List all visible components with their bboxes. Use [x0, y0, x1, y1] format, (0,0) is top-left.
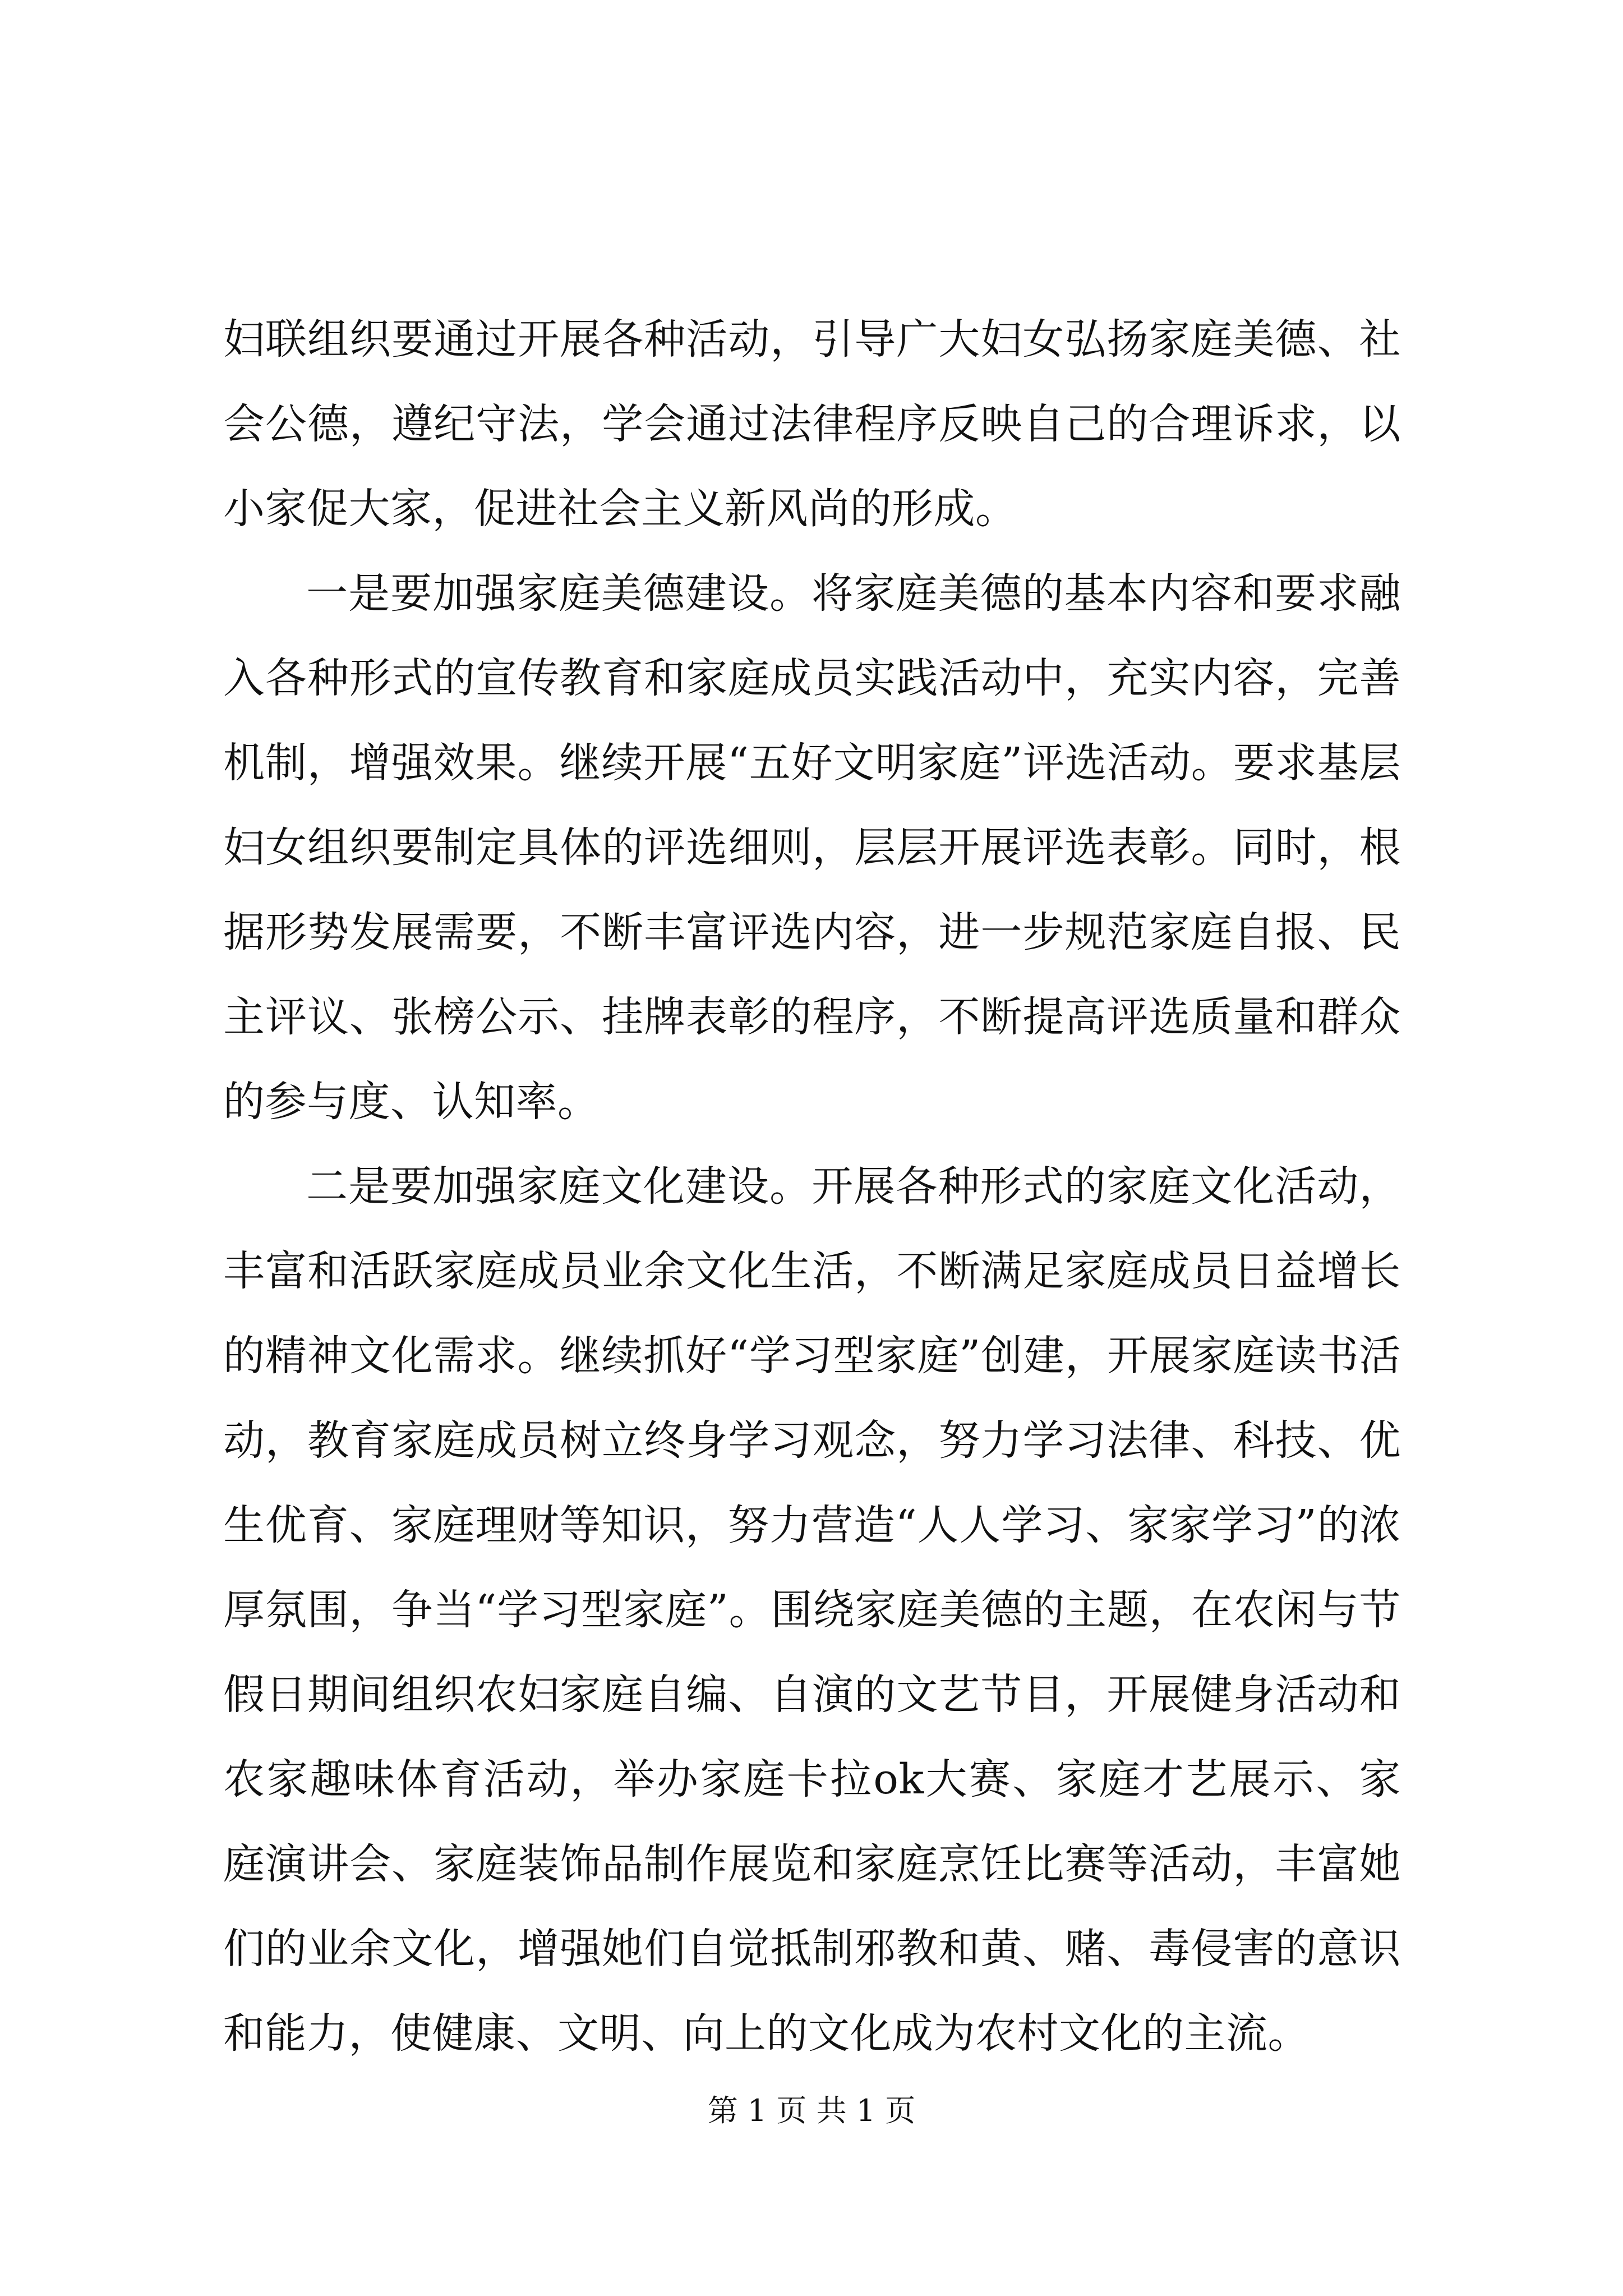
paragraph-family-virtue: 一是要加强家庭美德建设。将家庭美德的基本内容和要求融入各种形式的宣传教育和家庭成员实践活动中，充实内容，完善机制，增强效果。继续开展“五好文明家庭”评选活动。要求基层妇女组织要制定具体的评选细则，层层开展评选表彰。同时，根据形势发展需要，不断丰富评选内容，进一步规范家庭自报、民主评议、张榜公示、挂牌表彰的程序，不断提高评选质量和群众的参与度、认知率。: [223, 569, 1401, 1126]
paragraph-intro: 妇联组织要通过开展各种活动，引导广大妇女弘扬家庭美德、社会公德，遵纪守法，学会通过法律程序反映自己的合理诉求，以小家促大家，促进社会主义新风尚的形成。: [223, 315, 1401, 533]
document-body: [223, 297, 1401, 2076]
page-footer: 第 1 页 共 1 页: [707, 2093, 916, 2128]
paragraph-family-culture: 二是要加强家庭文化建设。开展各种形式的家庭文化活动，丰富和活跃家庭成员业余文化生活，不断满足家庭成员日益增长的精神文化需求。继续抓好“学习型家庭”创建，开展家庭读书活动，教育家庭成员树立终身学习观念，努力学习法律、科技、优生优育、家庭理财等知识，努力营造“人人学习、家家学习”的浓厚氛围，争当“学习型家庭”。围绕家庭美德的主题，在农闲与节假日期间组织农妇家庭自编、自演的文艺节目，开展健身活动和农家趣味体育活动，举办家庭卡拉ok大赛、家庭才艺展示、家庭演讲会、家庭装饰品制作展览和家庭烹饪比赛等活动，丰富她们的业余文化，增强她们自觉抵制邪教和黄、赌、毒侵害的意识和能力，使健康、文明、向上的文化成为农村文化的主流。: [223, 1162, 1401, 2058]
